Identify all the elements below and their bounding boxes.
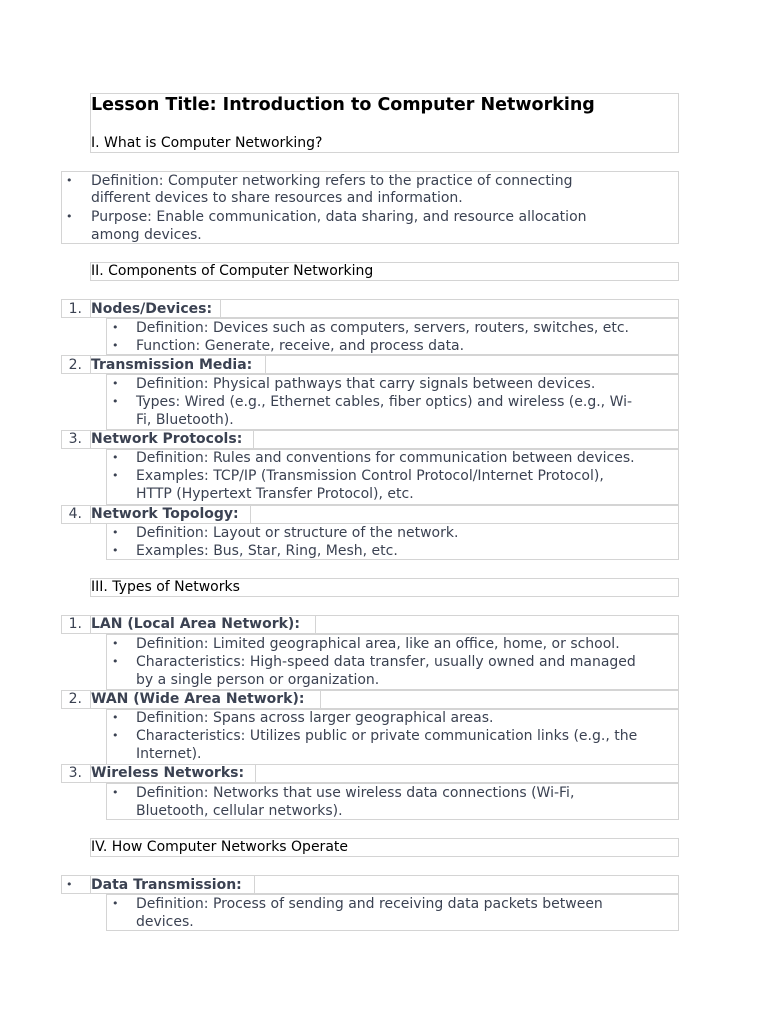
sub-bullet-text: Characteristics: High-speed data transfer, usually owned and managed bbox=[136, 654, 636, 670]
sub-bullet-text: Definition: Physical pathways that carry signals between devices. bbox=[136, 376, 596, 392]
section-1-bullet-2-line-2: among devices. bbox=[91, 227, 202, 243]
sub-bullet-text: Function: Generate, receive, and process data. bbox=[136, 338, 465, 354]
section-1-heading: I. What is Computer Networking? bbox=[91, 135, 323, 151]
bullet-marker: • bbox=[112, 786, 119, 799]
list-number: 1. bbox=[68, 301, 82, 317]
bullet-marker: • bbox=[112, 469, 119, 482]
list-item-title: Data Transmission: bbox=[91, 877, 242, 893]
list-item-title: Network Protocols: bbox=[91, 431, 243, 447]
bullet-marker: • bbox=[112, 637, 119, 650]
bullet-marker: • bbox=[112, 544, 119, 557]
sub-bullet-text: Definition: Spans across larger geographical areas. bbox=[136, 710, 494, 726]
bullet-marker: • bbox=[112, 897, 119, 910]
bullet-marker: • bbox=[66, 878, 73, 891]
section-4-heading: IV. How Computer Networks Operate bbox=[91, 839, 348, 855]
list-item-title: Network Topology: bbox=[91, 506, 239, 522]
sub-bullet-text: Definition: Layout or structure of the network. bbox=[136, 525, 459, 541]
bullet-marker: • bbox=[112, 655, 119, 668]
list-item-title: Nodes/Devices: bbox=[91, 301, 213, 317]
list-item-title: LAN (Local Area Network): bbox=[91, 616, 300, 632]
bullet-marker: • bbox=[66, 174, 73, 187]
sub-bullet-text: Examples: TCP/IP (Transmission Control Protocol/Internet Protocol), bbox=[136, 468, 604, 484]
list-number: 4. bbox=[68, 506, 82, 522]
sub-bullet-text: Definition: Rules and conventions for communication between devices. bbox=[136, 450, 635, 466]
lesson-title: Lesson Title: Introduction to Computer Networking bbox=[91, 95, 595, 115]
section-2-heading: II. Components of Computer Networking bbox=[91, 263, 374, 279]
bullet-marker: • bbox=[66, 210, 73, 223]
section-1-bullet-1-line-1: Definition: Computer networking refers to the practice of connecting bbox=[91, 173, 573, 189]
list-number: 3. bbox=[68, 431, 82, 447]
bullet-marker: • bbox=[112, 321, 119, 334]
section-3-heading: III. Types of Networks bbox=[91, 579, 240, 595]
bullet-marker: • bbox=[112, 395, 119, 408]
bullet-marker: • bbox=[112, 729, 119, 742]
sub-bullet-text: Characteristics: Utilizes public or private communication links (e.g., the bbox=[136, 728, 638, 744]
sub-bullet-text: Definition: Devices such as computers, servers, routers, switches, etc. bbox=[136, 320, 630, 336]
section-1-bullet-1-line-2: different devices to share resources and information. bbox=[91, 190, 463, 206]
list-number: 3. bbox=[68, 765, 82, 781]
bullet-marker: • bbox=[112, 526, 119, 539]
section-1-bullet-2-line-1: Purpose: Enable communication, data sharing, and resource allocation bbox=[91, 209, 587, 225]
list-number: 2. bbox=[68, 691, 82, 707]
sub-bullet-text: Types: Wired (e.g., Ethernet cables, fiber optics) and wireless (e.g., Wi- bbox=[136, 394, 633, 410]
sub-bullet-text: Definition: Networks that use wireless data connections (Wi-Fi, bbox=[136, 785, 575, 801]
bullet-marker: • bbox=[112, 451, 119, 464]
sub-bullet-text: Definition: Process of sending and receiving data packets between bbox=[136, 896, 603, 912]
sub-bullet-text: devices. bbox=[136, 914, 194, 930]
sub-bullet-text: Bluetooth, cellular networks). bbox=[136, 803, 343, 819]
list-item-title: WAN (Wide Area Network): bbox=[91, 691, 305, 707]
list-item-title: Transmission Media: bbox=[91, 357, 253, 373]
sub-bullet-text: Internet). bbox=[136, 746, 202, 762]
sub-bullet-text: HTTP (Hypertext Transfer Protocol), etc. bbox=[136, 486, 414, 502]
sub-bullet-text: Definition: Limited geographical area, like an office, home, or school. bbox=[136, 636, 620, 652]
sub-bullet-text: by a single person or organization. bbox=[136, 672, 380, 688]
bullet-marker: • bbox=[112, 377, 119, 390]
list-item-title: Wireless Networks: bbox=[91, 765, 245, 781]
list-number: 2. bbox=[68, 357, 82, 373]
sub-bullet-text: Fi, Bluetooth). bbox=[136, 412, 234, 428]
bullet-marker: • bbox=[112, 339, 119, 352]
sub-bullet-text: Examples: Bus, Star, Ring, Mesh, etc. bbox=[136, 543, 398, 559]
list-number: 1. bbox=[68, 616, 82, 632]
bullet-marker: • bbox=[112, 711, 119, 724]
